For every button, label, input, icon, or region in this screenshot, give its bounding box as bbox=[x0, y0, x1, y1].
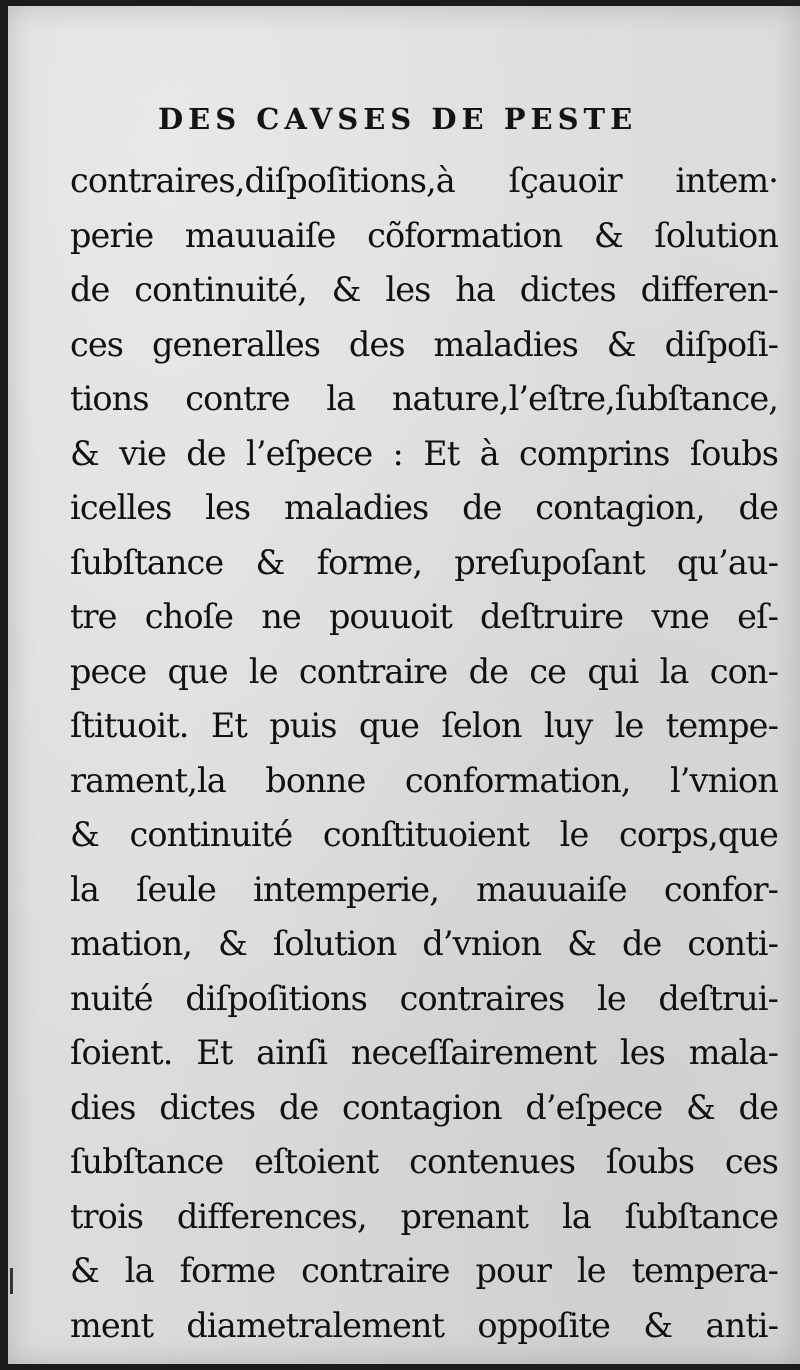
body-text bbox=[70, 154, 778, 1353]
text-line: perie mauuaiſe cõformation & ſolution bbox=[70, 215, 778, 255]
text-line: ſtituoit. Et puis que ſelon luy le tempe- bbox=[70, 706, 778, 745]
text-line: icelles les maladies de contagion, de bbox=[70, 488, 778, 527]
text-line: rament,la bonne conformation, l’vnion bbox=[70, 760, 778, 800]
margin-mark bbox=[10, 1268, 13, 1294]
text-line: pece que le contraire de ce qui la con- bbox=[70, 651, 778, 691]
text-line: la ſeule intemperie, mauuaiſe confor- bbox=[70, 869, 778, 909]
text-line: ment diametralement oppoſite & anti- bbox=[70, 1305, 778, 1345]
text-line: ſubſtance eſtoient contenues ſoubs ces bbox=[70, 1142, 778, 1181]
text-line: mation, & ſolution d’vnion & de conti- bbox=[70, 924, 778, 963]
book-page bbox=[8, 6, 800, 1364]
text-line: tions contre la nature,l’eſtre,ſubſtance, bbox=[70, 379, 778, 418]
running-head: DES CAVSES DE PESTE bbox=[158, 102, 638, 136]
text-line: contraires,diſpoſitions,à ſçauoir intem· bbox=[70, 161, 778, 200]
text-line: & vie de l’eſpece : Et à comprins ſoubs bbox=[70, 433, 778, 473]
text-line: ſoient. Et ainſi neceſſairement les mala- bbox=[70, 1033, 778, 1072]
text-line: nuité diſpoſitions contraires le deſtrui- bbox=[70, 978, 778, 1018]
text-line: & la forme contraire pour le tempera- bbox=[70, 1251, 778, 1290]
text-line: ces generalles des maladies & diſpoſi- bbox=[70, 324, 778, 364]
text-line: dies dictes de contagion d’eſpece & de bbox=[70, 1087, 778, 1127]
text-line: & continuité conſtituoient le corps,que bbox=[70, 815, 778, 854]
text-line: tre choſe ne pouuoit deſtruire vne eſ- bbox=[70, 597, 778, 636]
text-line: ſubſtance & forme, preſupoſant qu’au- bbox=[70, 542, 778, 582]
text-line: de continuité, & les ha dictes differen- bbox=[70, 270, 778, 309]
text-line: trois differences, prenant la ſubſtance bbox=[70, 1196, 778, 1236]
